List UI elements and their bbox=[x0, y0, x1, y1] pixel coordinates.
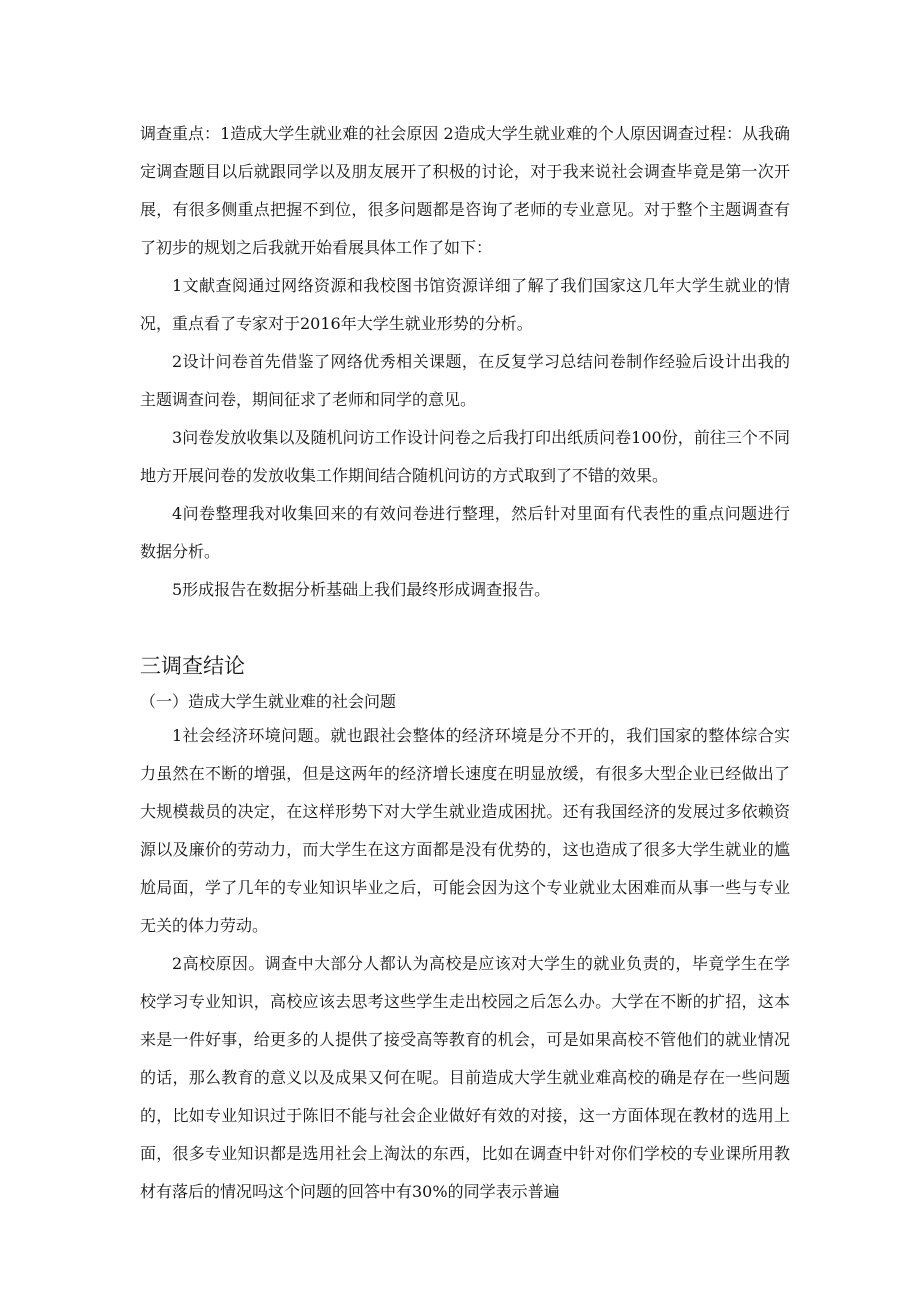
step-item: 5形成报告在数据分析基础上我们最终形成调查报告。 bbox=[172, 580, 551, 599]
subsection-title: （一）造成大学生就业难的社会问题 bbox=[140, 692, 397, 711]
document-page bbox=[140, 115, 790, 1211]
intro-paragraph: 调查重点：1造成大学生就业难的社会原因 2造成大学生就业难的个人原因调查过程：从我确定调查题目以后就跟同学以及朋友展开了积极的讨论，对于我来说社会调查毕竟是第一次开展，有很多侧重点把握不到位，很多问题都是咨询了老师的专业意见。对于整个主题调查有了初步的规划之后我就开始看展具体工作了如下： bbox=[140, 124, 790, 257]
process-steps bbox=[140, 267, 790, 609]
body-paragraph: 1社会经济环境问题。就也跟社会整体的经济环境是分不开的，我们国家的整体综合实力虽然在不断的增强，但是这两年的经济增长速度在明显放缓，有很多大型企业已经做出了大规模裁员的决定，在这样形势下对大学生就业造成困扰。还有我国经济的发展过多依赖资源以及廉价的劳动力，而大学生在这方面都是没有优势的，这也造成了很多大学生就业的尴尬局面，学了几年的专业知识毕业之后，可能会因为这个专业就业太困难而从事一些与专业无关的体力劳动。 bbox=[140, 726, 790, 935]
step-item: 4问卷整理我对收集回来的有效问卷进行整理，然后针对里面有代表性的重点问题进行数据分析。 bbox=[140, 504, 790, 561]
step-item: 2设计问卷首先借鉴了网络优秀相关课题，在反复学习总结问卷制作经验后设计出我的主题调查问卷，期间征求了老师和同学的意见。 bbox=[140, 352, 790, 409]
body-paragraph: 2高校原因。调查中大部分人都认为高校是应该对大学生的就业负责的，毕竟学生在学校学习专业知识，高校应该去思考这些学生走出校园之后怎么办。大学在不断的扩招，这本来是一件好事，给更多的人提供了接受高等教育的机会，可是如果高校不管他们的就业情况的话，那么教育的意义以及成果又何在呢。目前造成大学生就业难高校的确是存在一些问题的，比如专业知识过于陈旧不能与社会企业做好有效的对接，这一方面体现在教材的选用上面，很多专业知识都是选用社会上淘汰的东西，比如在调查中针对你们学校的专业课所用教材有落后的情况吗这个问题的回答中有30%的同学表示普遍 bbox=[140, 954, 790, 1201]
step-item: 1文献查阅通过网络资源和我校图书馆资源详细了解了我们国家这几年大学生就业的情况，重点看了专家对于2016年大学生就业形势的分析。 bbox=[140, 276, 790, 333]
section-title: 三调查结论 bbox=[140, 654, 245, 678]
step-item: 3问卷发放收集以及随机问访工作设计问卷之后我打印出纸质问卷100份，前往三个不同地方开展问卷的发放收集工作期间结合随机问访的方式取到了不错的效果。 bbox=[140, 428, 790, 485]
